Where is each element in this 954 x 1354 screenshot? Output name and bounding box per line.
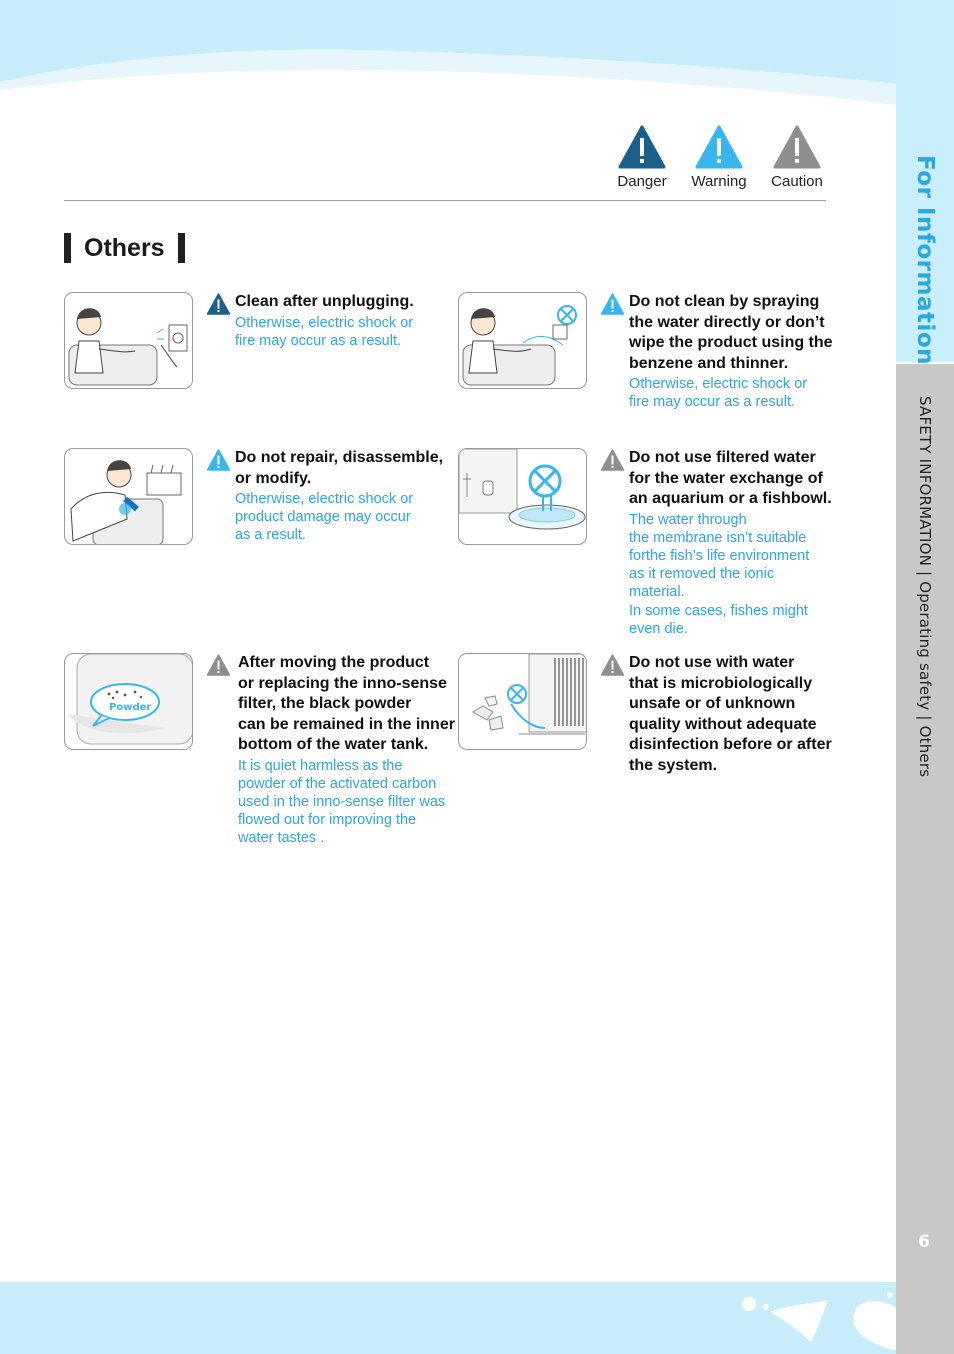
item-title: After moving the product or replacing the inno-sense filter, the black powder can be remained in the inner bottom of the water tank. <box>238 654 455 753</box>
item-description: Otherwise, electric shock or fire may occur as a result. <box>235 314 414 349</box>
safety-item-4 <box>600 448 836 638</box>
item-title: Clean after unplugging. <box>235 293 414 310</box>
caution-triangle-icon <box>206 654 231 676</box>
item-description: Otherwise, electric shock or product damage may occur as a result. <box>235 491 414 544</box>
item-description: Otherwise, electric shock or fire may occur as a result. <box>629 376 808 411</box>
illustration-unplug <box>64 292 193 389</box>
section-heading <box>64 232 185 264</box>
danger-triangle-icon <box>618 125 666 169</box>
legend-danger-label: Danger <box>617 173 667 190</box>
caution-triangle-icon <box>600 449 625 471</box>
item-title: Do not use with water that is microbiologically unsafe or of unknown quality without adequate disinfection before or after the system. <box>629 654 832 774</box>
safety-item-5 <box>206 653 456 848</box>
item-title: Do not clean by spraying the water directly or don’t wipe the product using the benzene and thinner. <box>629 293 833 372</box>
water-drops-decoration <box>736 1290 896 1352</box>
warning-triangle-icon <box>206 449 231 471</box>
legend-danger <box>610 125 674 190</box>
item-description: It is quiet harmless as the powder of the activated carbon used in the inno-sense filter was flowed out for improving the water tastes . <box>238 757 446 847</box>
illustration-powder <box>64 653 193 750</box>
illustration-repair <box>64 448 193 545</box>
top-wave-banner <box>0 0 954 140</box>
heading-bar-right <box>178 233 185 263</box>
item-title: Do not use filtered water for the water exchange of an aquarium or a fishbowl. <box>629 449 832 507</box>
safety-item-6 <box>600 653 836 776</box>
header-divider <box>64 200 826 201</box>
safety-item-1 <box>206 292 446 350</box>
warning-triangle-icon <box>695 125 743 169</box>
illustration-unsafe-water <box>458 653 587 750</box>
legend-caution-label: Caution <box>771 173 823 190</box>
item-title: Do not repair, disassemble, or modify. <box>235 449 444 487</box>
warning-triangle-icon <box>600 293 625 315</box>
safety-item-3 <box>206 448 446 545</box>
sidebar-title: For Information <box>912 155 938 366</box>
safety-item-2 <box>600 292 836 411</box>
item-description: The water through the membrane isn’t suitable forthe fish’s life environment as it removed the ionic material. In some cases, fishes might even die. <box>629 511 810 637</box>
sidebar-breadcrumb: SAFETY INFORMATION | Operating safety | Others <box>916 396 934 778</box>
page-number: 6 <box>918 1232 930 1252</box>
caution-triangle-icon <box>600 654 625 676</box>
legend-warning-label: Warning <box>691 173 747 190</box>
caution-triangle-icon <box>773 125 821 169</box>
danger-triangle-icon <box>206 293 231 315</box>
illustration-fishbowl <box>458 448 587 545</box>
illustration-spraying <box>458 292 587 389</box>
powder-label: Powder <box>109 702 152 713</box>
legend-warning <box>687 125 751 190</box>
legend-caution <box>765 125 829 190</box>
section-title: Others <box>84 233 165 262</box>
heading-bar-left <box>64 233 71 263</box>
